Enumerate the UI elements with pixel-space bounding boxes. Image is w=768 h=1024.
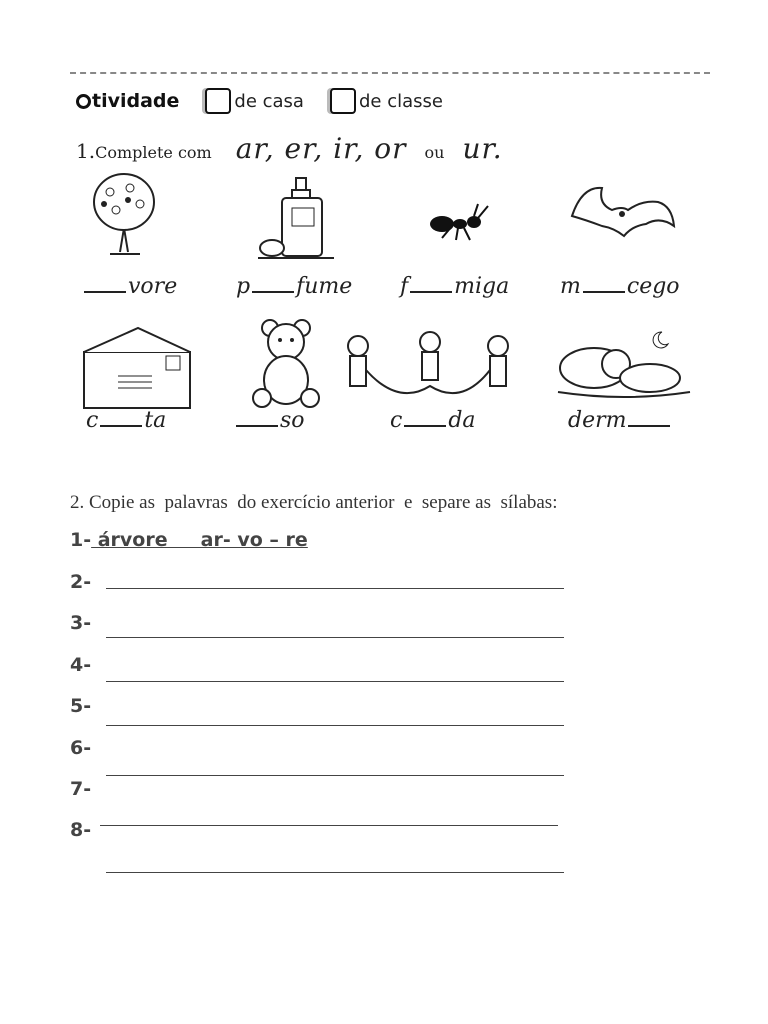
word-3: f miga	[400, 274, 510, 299]
answer-line-8[interactable]	[106, 872, 564, 873]
answer-line-7[interactable]	[100, 825, 558, 826]
perfume-icon	[238, 176, 358, 266]
row-label-4: 4-	[70, 654, 92, 676]
ant-icon	[408, 182, 528, 272]
activity-title: tividade	[76, 90, 179, 112]
row-label-7: 7-	[70, 778, 92, 800]
example-answer: árvore ar- vo – re	[91, 529, 308, 551]
jump-rope-icon	[338, 326, 528, 416]
question-1: 1. Complete com ar, er, ir, or ou ur.	[76, 132, 503, 165]
teddy-bear-icon	[230, 318, 350, 408]
word-8: derm	[568, 410, 672, 432]
word-6: so	[234, 410, 305, 432]
checkbox-de-classe[interactable]: de classe	[330, 88, 443, 114]
word-1: vore	[82, 276, 177, 298]
word-5: c ta	[86, 408, 167, 433]
sleeping-child-icon	[554, 326, 694, 416]
dashed-border	[70, 72, 710, 74]
worksheet-image	[70, 70, 710, 455]
word-4: m cego	[560, 274, 680, 299]
row-label-3: 3-	[70, 612, 92, 634]
answer-line-5[interactable]	[106, 725, 564, 726]
tree-icon	[80, 170, 200, 260]
letter-icon	[78, 322, 198, 412]
exercise-2-instruction: 2. Copie as palavras do exercício anterior e separe as sílabas:	[70, 492, 558, 513]
answer-line-6[interactable]	[106, 775, 564, 776]
checkbox-de-casa[interactable]: de casa	[205, 88, 304, 114]
row-label-2: 2-	[70, 571, 92, 593]
answer-line-4[interactable]	[106, 681, 564, 682]
worksheet-header	[76, 86, 443, 116]
answer-line-3[interactable]	[106, 637, 564, 638]
word-2: p fume	[236, 274, 353, 299]
row-label-5: 5-	[70, 695, 92, 717]
answer-line-2[interactable]	[106, 588, 564, 589]
bat-icon	[562, 176, 682, 266]
example-answer-row: 1- árvore ar- vo – re	[70, 529, 308, 551]
row-label-6: 6-	[70, 737, 92, 759]
row-label-8: 8-	[70, 819, 92, 841]
checkbox-icon	[330, 88, 356, 114]
checkbox-icon	[205, 88, 231, 114]
word-7: c da	[390, 408, 476, 433]
